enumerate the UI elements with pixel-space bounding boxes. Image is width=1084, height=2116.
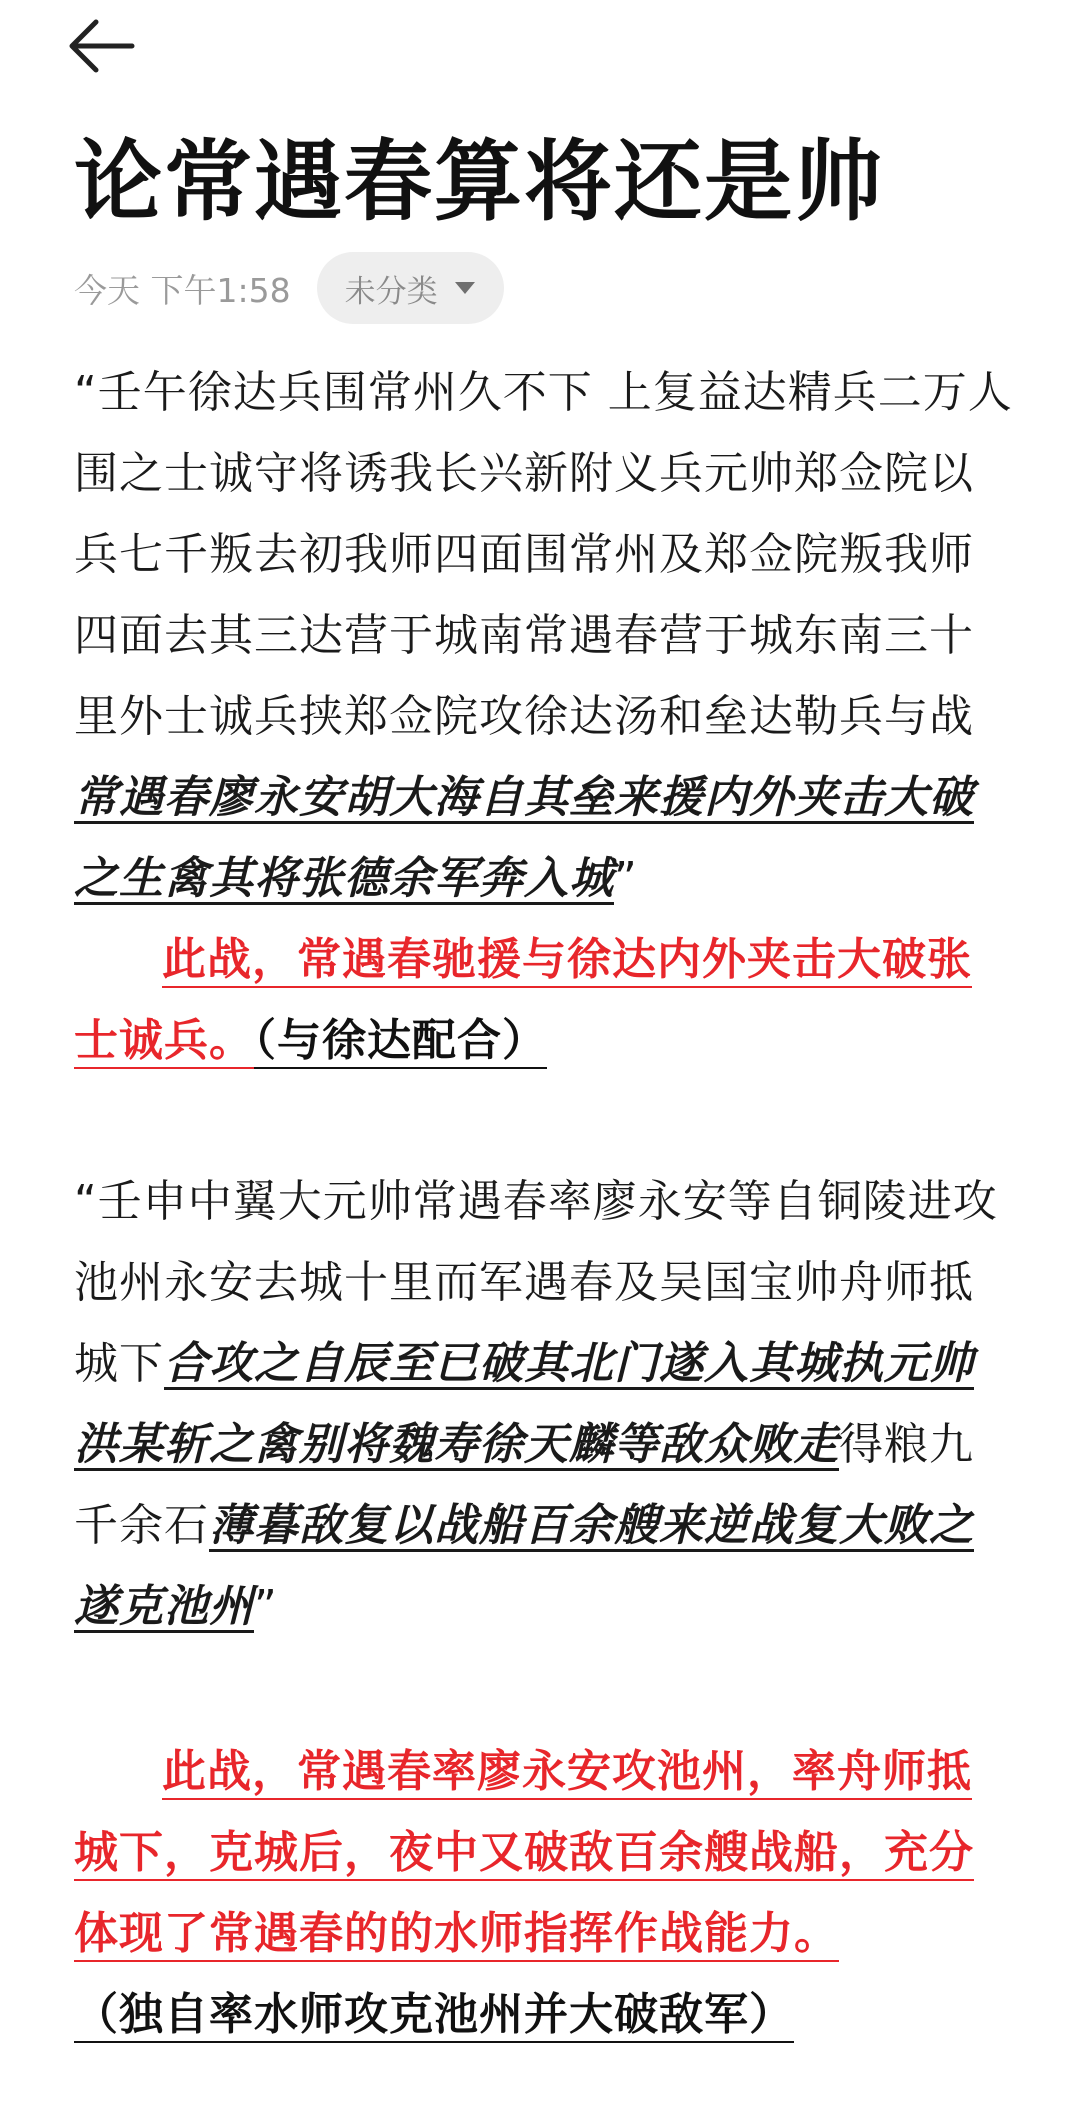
back-button[interactable] [66,14,150,90]
quote-2-mid: 得粮九千余石 [74,1419,974,1551]
quote-2-end: ” [254,1581,278,1632]
note-meta [74,252,504,324]
commentary-2-black: （独自率水师攻克池州并大破敌军） [74,1989,794,2040]
note-body[interactable] [74,352,1014,2055]
quote-1-highlight: 常遇春廖永安胡大海自其垒来援内外夹击大破之生禽其将张德余军奔入城 [74,772,974,904]
blank-line [74,1081,1014,1161]
commentary-1-red: 此战，常遇春驰援与徐达内外夹击大破张士诚兵。 [74,934,972,1066]
category-selector[interactable] [317,252,504,324]
quote-paragraph-1 [74,352,1014,919]
commentary-paragraph-2 [74,1731,1014,1974]
quote-2-text: “壬申中翼大元帅常遇春率廖永安等自铜陵进攻池州永安去城十里而军遇春及吴国宝帅舟师抵城下 [74,1176,998,1389]
caret-down-icon [454,281,476,295]
blank-line [74,1647,1014,1731]
arrow-left-icon [66,14,136,78]
category-label: 未分类 [344,273,438,310]
commentary-paragraph-2-aside [74,1974,1014,2055]
commentary-2-red: 此战，常遇春率廖永安攻池州，率舟师抵城下，克城后，夜中又破敌百余艘战船，充分体现了常遇春的的水师指挥作战能力。 [74,1746,974,1959]
quote-2-highlight-a: 合攻之自辰至已破其北门遂入其城执元帅洪某斩之禽别将魏寿徐天麟等敌众败走 [74,1338,974,1470]
quote-1-end: ” [614,853,638,904]
quote-1-text: “壬午徐达兵围常州久不下 上复益达精兵二万人围之士诚守将诱我长兴新附义兵元帅郑佥院以兵七千叛去初我师四面围常州及郑佥院叛我师四面去其三达营于城南常遇春营于城东南三十里外士诚兵挟郑佥院攻徐达汤和垒达勒兵与战 [74,367,1013,742]
commentary-paragraph-1 [74,919,1014,1081]
quote-2-highlight-b: 薄暮敌复以战船百余艘来逆战复大败之遂克池州 [74,1500,974,1632]
note-timestamp: 今天 下午1:58 [74,270,291,310]
note-title: 论常遇春算将还是帅 [74,130,885,233]
commentary-1-black: （与徐达配合） [254,1015,547,1066]
quote-paragraph-2 [74,1161,1014,1647]
